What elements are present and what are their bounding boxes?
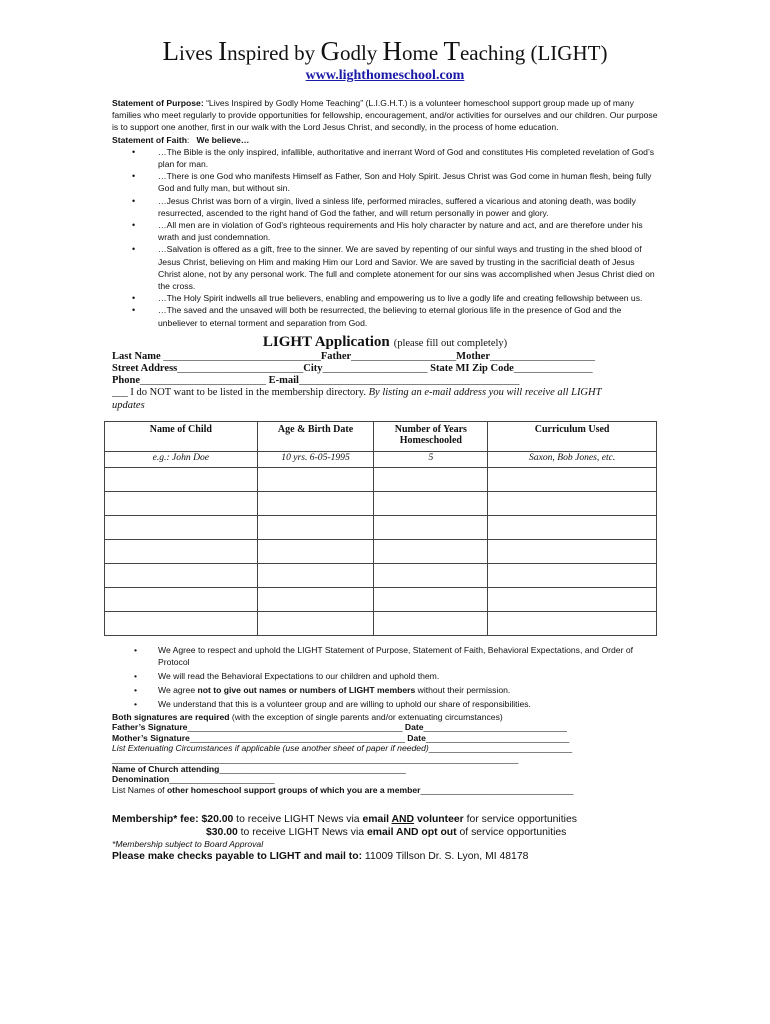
church-label: Name of Church attending	[112, 763, 220, 774]
checks-label: Please make checks payable to LIGHT and mail to:	[112, 851, 363, 863]
faith-lead: We believe…	[196, 134, 250, 145]
application-heading	[112, 333, 658, 351]
child-cell[interactable]	[257, 467, 374, 491]
mailing-line	[112, 850, 658, 863]
application-subtitle: (please fill out completely)	[393, 337, 508, 349]
example-cell: 10 yrs. 6-05-1995	[257, 451, 374, 467]
child-cell[interactable]	[488, 491, 657, 515]
fee-and: AND	[391, 814, 415, 826]
faith-item: • …All men are in violation of God’s righteous requirements and His holy character by nature and act, and are therefore under his wrath and just condemnation.	[112, 219, 658, 243]
father-field[interactable]: ____________________	[351, 350, 457, 362]
statement-of-purpose	[112, 97, 658, 134]
application-title: LIGHT Application	[262, 333, 390, 350]
purpose-label: Statement of Purpose:	[112, 98, 204, 108]
fee-email-opt-out: email AND opt out	[366, 827, 457, 839]
fee-volunteer: volunteer	[414, 814, 464, 826]
father-date-field[interactable]: ______________________________	[423, 722, 567, 733]
faith-list	[112, 146, 658, 329]
city-field[interactable]: ____________________	[322, 363, 428, 375]
mother-signature-label: Mother’s Signature	[112, 732, 190, 743]
father-label: Father	[320, 350, 352, 362]
fee-line-2	[112, 826, 658, 839]
example-row	[105, 451, 657, 467]
faith-item: • …The saved and the unsaved will both be resurrected, the believing to eternal glorious life in the presence of God and the unbeliever to eternal torment and separation from God.	[112, 304, 658, 328]
fee-label: Membership* fee:	[112, 814, 199, 826]
child-cell[interactable]	[257, 611, 374, 635]
mother-signature-row	[112, 733, 658, 743]
child-cell[interactable]	[374, 491, 488, 515]
child-cell[interactable]	[374, 587, 488, 611]
table-row	[105, 563, 657, 587]
father-signature-label: Father’s Signature	[112, 722, 188, 733]
child-cell[interactable]	[374, 563, 488, 587]
email-field[interactable]: __________________________________________	[298, 375, 520, 387]
children-table	[104, 421, 657, 636]
column-header: Number of Years Homeschooled	[374, 421, 488, 451]
other-groups-field[interactable]: ________________________________	[420, 784, 574, 795]
table-row	[105, 587, 657, 611]
child-cell[interactable]	[257, 491, 374, 515]
extenuating-label: List Extenuating Circumstances if applicable (use another sheet of paper if needed)	[112, 743, 429, 754]
fee-text: to receive LIGHT News via	[237, 827, 367, 839]
mother-label: Mother	[456, 350, 490, 362]
title-word: nspired by	[227, 41, 321, 65]
child-cell[interactable]	[257, 563, 374, 587]
title-initial: H	[382, 36, 403, 66]
agreement-item: • We understand that this is a volunteer group and are willing to uphold our share of responsibilities.	[112, 698, 658, 710]
faith-item: • …Salvation is offered as a gift, free to the sinner. We are saved by repenting of our sinful ways and trusting in the shed blood of Jesus Christ, believing on Him and making Him our Lord and Savior. We are saved by trusting in the sacrificial death of Jesus Christ alone, not by any personal work. The full and complete atonement for our sins was accomplished when Jesus Christ died on the cross.	[112, 243, 658, 292]
email-label: E-mail	[268, 375, 299, 387]
agreement-item: • We will read the Behavioral Expectations to our children and uphold them.	[112, 670, 658, 682]
extenuating-field[interactable]: ______________________________	[428, 743, 573, 754]
table-row	[105, 611, 657, 635]
street-label: Street Address	[112, 363, 178, 375]
agreement-emphasis: not to give out names or numbers of LIGHT members	[197, 684, 416, 695]
title-word: eaching (LIGHT)	[459, 41, 608, 65]
mother-field[interactable]: ____________________	[489, 350, 595, 362]
phone-field[interactable]: ________________________	[140, 375, 269, 387]
directory-opt-out-checkbox[interactable]: ___	[112, 387, 131, 399]
denomination-label: Denomination	[112, 774, 170, 785]
date-label: Date	[402, 722, 424, 733]
extenuating-extra-line[interactable]: _____________________________________________________________________________________	[112, 753, 519, 764]
required-label: Both signatures are required	[112, 711, 230, 722]
denomination-row	[112, 774, 658, 784]
zip-field[interactable]: _______________	[513, 363, 593, 375]
agreements-list	[112, 644, 658, 710]
directory-note: By listing an e-mail address you will receive all LIGHT	[368, 387, 602, 399]
date-label: Date	[404, 732, 426, 743]
title-initial: L	[162, 36, 180, 66]
faith-label: Statement of Faith	[112, 134, 187, 145]
fee-text: for service opportunities	[463, 814, 577, 826]
column-header: Name of Child	[105, 421, 258, 451]
other-groups-label: other homeschool support groups of which you are a member	[166, 784, 421, 795]
application-form	[112, 38, 658, 863]
child-cell[interactable]	[105, 611, 258, 635]
child-cell[interactable]	[488, 539, 657, 563]
child-cell[interactable]	[488, 611, 657, 635]
other-groups-row	[112, 785, 658, 795]
faith-item: • …The Bible is the only inspired, infallible, authoritative and inerrant Word of God and constitutes His completed revelation of God’s plan for man.	[112, 146, 658, 170]
extenuating-row	[112, 743, 658, 753]
child-cell[interactable]	[374, 467, 488, 491]
name-row	[112, 351, 658, 363]
directory-opt-out-text: I do NOT want to be listed in the membership directory.	[130, 387, 369, 399]
contact-fields	[112, 351, 658, 412]
page-title	[112, 38, 658, 66]
child-cell[interactable]	[374, 515, 488, 539]
table-header-row	[105, 421, 657, 451]
fee-email: email	[362, 814, 392, 826]
child-cell[interactable]	[488, 467, 657, 491]
child-cell[interactable]	[105, 467, 258, 491]
denomination-field[interactable]: ______________________	[169, 774, 275, 785]
fee-line-1	[112, 813, 658, 826]
faith-item: • …Jesus Christ was born of a virgin, lived a sinless life, performed miracles, suffered a vicarious and atoning death, was bodily resurrected, ascended to the right hand of God the father, and will return personally in power and glory.	[112, 195, 658, 219]
phone-label: Phone	[112, 375, 141, 387]
title-word: odly	[339, 41, 383, 65]
fee-amount: $20.00	[198, 814, 234, 826]
required-text: (with the exception of single parents and/or extenuating circumstances)	[229, 711, 503, 722]
phone-row	[112, 375, 658, 387]
other-groups-text: List Names of	[112, 784, 167, 795]
mother-signature-field[interactable]: _____________________________________________	[189, 732, 405, 743]
address-row	[112, 363, 658, 375]
child-cell[interactable]	[105, 491, 258, 515]
child-cell[interactable]	[105, 515, 258, 539]
example-cell: 5	[374, 451, 488, 467]
church-field[interactable]: _______________________________________	[219, 763, 406, 774]
agreement-item: • We Agree to respect and uphold the LIGHT Statement of Purpose, Statement of Faith, Behavioral Expectations, and Order of Protocol	[112, 644, 658, 668]
title-initial: G	[320, 36, 340, 66]
last-name-label: Last Name	[112, 350, 161, 362]
child-cell[interactable]	[374, 611, 488, 635]
agreement-text: We agree	[158, 684, 198, 695]
fees-section	[112, 813, 658, 863]
father-signature-field[interactable]: _____________________________________________	[187, 722, 403, 733]
agreement-text: without their permission.	[415, 684, 511, 695]
child-cell[interactable]	[257, 587, 374, 611]
faith-item: • …The Holy Spirit indwells all true believers, enabling and empowering us to live a godly life and creating fellowship between us.	[112, 292, 658, 304]
child-cell[interactable]	[488, 563, 657, 587]
example-cell: e.g.: John Doe	[105, 451, 258, 467]
street-field[interactable]: ________________________	[177, 363, 304, 375]
child-cell[interactable]	[257, 539, 374, 563]
title-initial: T	[443, 36, 460, 66]
column-header: Curriculum Used	[488, 421, 657, 451]
church-row	[112, 764, 658, 774]
child-cell[interactable]	[105, 563, 258, 587]
father-signature-row	[112, 722, 658, 732]
title-word: ives	[179, 41, 219, 65]
table-row	[105, 467, 657, 491]
example-cell: Saxon, Bob Jones, etc.	[488, 451, 657, 467]
city-label: City	[303, 363, 323, 375]
membership-note: *Membership subject to Board Approval	[112, 839, 264, 850]
table-row	[105, 491, 657, 515]
agreement-item	[112, 684, 658, 696]
directory-note-cont: updates	[112, 399, 145, 411]
website-link[interactable]: www.lighthomeschool.com	[305, 68, 465, 83]
fee-text: of service opportunities	[456, 827, 567, 839]
fee-text: to receive LIGHT News via	[233, 814, 363, 826]
fee-amount: $30.00	[206, 827, 238, 839]
child-cell[interactable]	[257, 515, 374, 539]
child-cell[interactable]	[488, 515, 657, 539]
table-row	[105, 539, 657, 563]
state-zip-label: State MI Zip Code	[427, 363, 514, 375]
mother-date-field[interactable]: ______________________________	[425, 732, 570, 743]
title-word: ome	[402, 41, 444, 65]
child-cell[interactable]	[105, 539, 258, 563]
directory-row	[112, 387, 658, 399]
child-cell[interactable]	[374, 539, 488, 563]
faith-item: • …There is one God who manifests Himself as Father, Son and Holy Spirit. Jesus Christ was God come in human flesh, being fully God and fully man, but without sin.	[112, 170, 658, 194]
table-row	[105, 515, 657, 539]
signatures-required-note	[112, 712, 658, 722]
child-cell[interactable]	[105, 587, 258, 611]
signatures-section	[112, 712, 658, 795]
purpose-text: “Lives Inspired by Godly Home Teaching” (L.I.G.H.T.) is a volunteer homeschool support group made up of many families who meet regularly to provide opportunities for fellowship, encouragement, and/or activities for ourselves and our children. Our purpose is to support one another, first in our walk with the Lord Jesus Christ, and secondly, in the process of home education.	[112, 98, 658, 133]
statement-of-faith	[112, 134, 658, 329]
child-cell[interactable]	[488, 587, 657, 611]
faith-colon: :	[186, 134, 190, 145]
mailing-address: 11009 Tillson Dr. S. Lyon, MI 48178	[362, 851, 529, 863]
title-initial: I	[218, 36, 228, 66]
last-name-field[interactable]: ______________________________	[160, 350, 321, 362]
column-header: Age & Birth Date	[257, 421, 374, 451]
